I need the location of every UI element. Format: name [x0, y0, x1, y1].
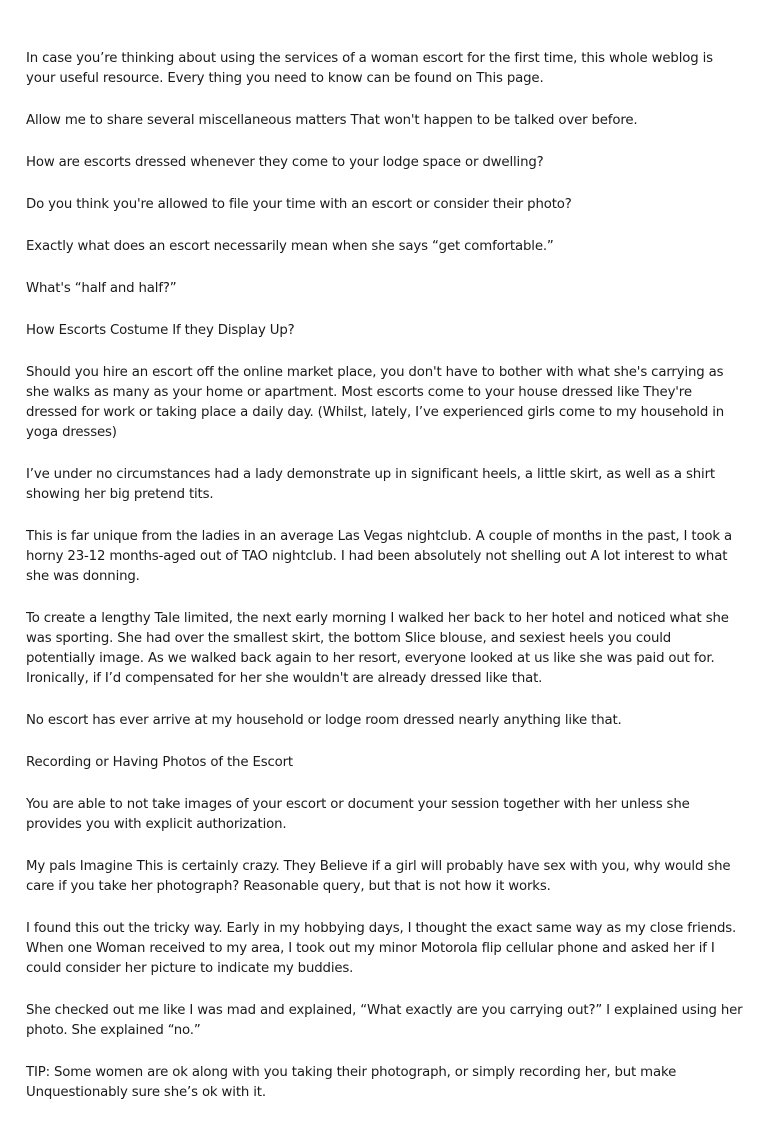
paragraph-nightclub: This is far unique from the ladies in an average Las Vegas nightclub. A couple of months in the past, I took a horny 23-12 months-aged out of TAO nightclub. I had been absolutely not shelling out A lot interest to what she was donning. — [26, 529, 733, 584]
paragraph-long-story: To create a lengthy Tale limited, the next early morning I walked her back to her hotel and noticed what she was sporting. She had over the smallest skirt, the bottom Slice blouse, and sexiest heels you could potentially image. As we walked back again to her resort, everyone looked at us like she was paid out for. Ironically, if I’d compensated for her she wouldn't are already dressed like that. — [26, 611, 729, 686]
question-dress: How are escorts dressed whenever they come to your lodge space or dwelling? — [26, 155, 544, 170]
paragraph-heels: I’ve under no circumstances had a lady demonstrate up in significant heels, a little skirt, as well as a shirt showing her big pretend tits. — [26, 467, 715, 502]
question-comfortable: Exactly what does an escort necessarily mean when she says “get comfortable.” — [26, 239, 554, 254]
section-heading-costume: How Escorts Costume If they Display Up? — [26, 323, 295, 338]
paragraph-misc-matters: Allow me to share several miscellaneous matters That won't happen to be talked over before. — [26, 113, 638, 128]
paragraph-authorization: You are able to not take images of your escort or document your session together with her unless she provides you with explicit authorization. — [26, 797, 690, 832]
question-half-and-half: What's “half and half?” — [26, 281, 177, 296]
document-page — [26, 49, 744, 1125]
paragraph-pals: My pals Imagine This is certainly crazy. They Believe if a girl will probably have sex with you, why would she care if you take her photograph? Reasonable query, but that is not how it works. — [26, 859, 731, 894]
paragraph-hire-online: Should you hire an escort off the online market place, you don't have to bother with what she's carrying as she walks as many as your home or apartment. Most escorts come to your house dressed like They're dressed for work or taking place a daily day. (Whilst, lately, I’ve experienced girls come to my household in yoga dresses) — [26, 365, 725, 440]
paragraph-tricky-way: I found this out the tricky way. Early in my hobbying days, I thought the exact same way as my close friends. When one Woman received to my area, I took out my minor Motorola flip cellular phone and asked her if I could consider her picture to indicate my buddies. — [26, 921, 737, 976]
paragraph-tip: TIP: Some women are ok along with you taking their photograph, or simply recording her, but make Unquestionably sure she’s ok with it. — [26, 1065, 677, 1100]
section-heading-recording: Recording or Having Photos of the Escort — [26, 755, 293, 770]
question-record: Do you think you're allowed to file your time with an escort or consider their photo? — [26, 197, 572, 212]
paragraph-no-escort: No escort has ever arrive at my household or lodge room dressed nearly anything like that. — [26, 713, 622, 728]
paragraph-checked-out: She checked out me like I was mad and explained, “What exactly are you carrying out?” I explained using her photo. She explained “no.” — [26, 1003, 743, 1038]
paragraph-intro: In case you’re thinking about using the services of a woman escort for the first time, this whole weblog is your useful resource. Every thing you need to know can be found on This page. — [26, 51, 713, 86]
